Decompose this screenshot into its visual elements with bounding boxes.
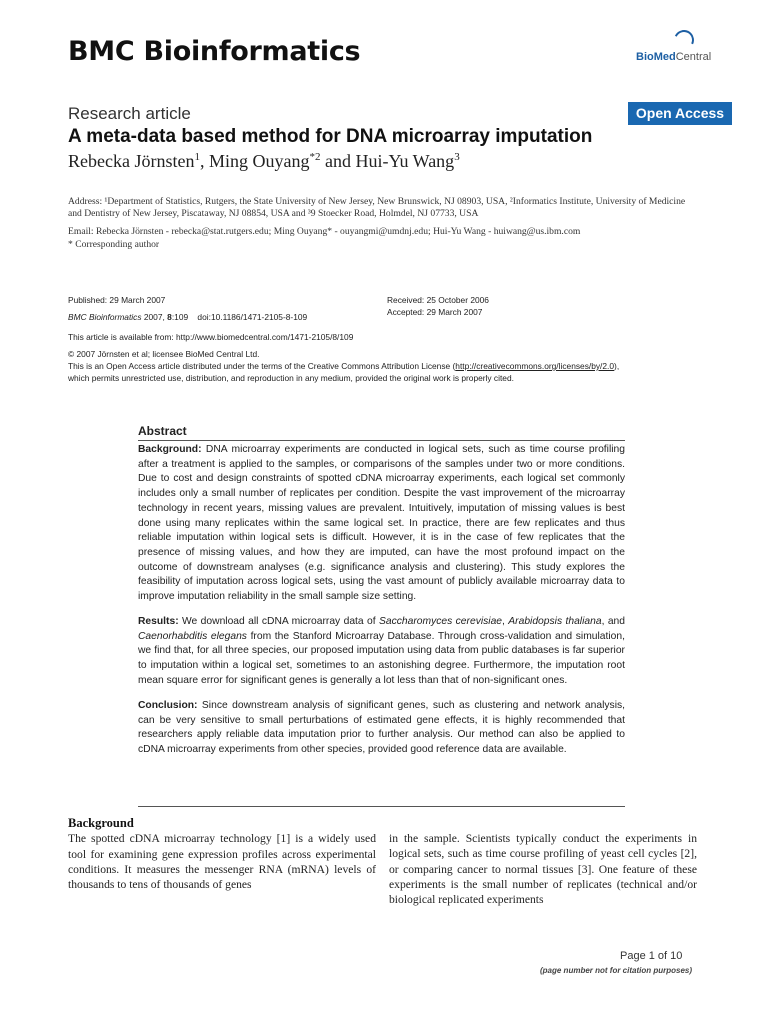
published-date: Published: 29 March 2007 <box>68 295 166 305</box>
license-text-end: ), <box>614 361 620 371</box>
author-name: Hui-Yu Wang <box>355 151 455 171</box>
logo-central: Central <box>675 51 712 63</box>
received-date: Received: 25 October 2006 <box>387 295 489 305</box>
license-line-2: which permits unrestricted use, distribution, and reproduction in any medium, provided the original work is properly cited. <box>68 373 514 383</box>
abstract-heading: Abstract <box>138 424 187 438</box>
abstract-conclusion-label: Conclusion: <box>138 699 198 711</box>
species-name: Saccharomyces cerevisiae <box>379 616 503 628</box>
author-affiliation: *2 <box>309 151 321 163</box>
author-separator: , <box>199 151 209 171</box>
body-column-left <box>68 816 376 892</box>
abstract-results-text: from the Stanford Microarray Database. Through cross-validation and simulation, we find that, for all three species, our proposed imputation using data from public databases is far superior to imputation within a logical set, sometimes to an astonishing degree. Furthermore, the imputation root mean square error for significant genes is generally a lot less than that of non-significant ones. <box>138 630 625 686</box>
citation-doi: :109 doi:10.1186/1471-2105-8-109 <box>171 312 308 322</box>
license-text: This is an Open Access article distributed under the terms of the Creative Commons Attribution License ( <box>68 361 456 371</box>
address-block: Address: ¹Department of Statistics, Rutgers, the State University of New Jersey, New Brunswick, NJ 08903, USA, ²Informatics Institute, University of Medicine and Dentistry of New Jersey, Piscataway, NJ 08854, USA and ³9 Stoecker Road, Holmdel, NJ 07733, USA <box>68 196 686 219</box>
article-type: Research article <box>68 104 191 123</box>
citation-line <box>68 311 307 323</box>
page-note: (page number not for citation purposes) <box>540 966 693 975</box>
copyright: © 2007 Jörnsten et al; licensee BioMed Central Ltd. <box>68 349 260 359</box>
open-access-badge[interactable]: Open Access <box>628 102 732 125</box>
species-name: Arabidopsis thaliana <box>508 616 602 628</box>
author-name: Ming Ouyang <box>208 151 310 171</box>
abstract-background-label: Background: <box>138 444 202 455</box>
abstract-top-rule <box>138 440 625 441</box>
abstract-results <box>138 615 625 689</box>
author-affiliation: 3 <box>454 151 460 163</box>
citation-journal: BMC Bioinformatics <box>68 312 142 322</box>
abstract-results-text: We download all cDNA microarray data of <box>178 616 380 628</box>
article-title: A meta-data based method for DNA microarray imputation <box>68 126 593 147</box>
body-column-right <box>389 831 697 907</box>
abstract-background-text: DNA microarray experiments are conducted in logical sets, such as time course profiling after a treatment is applied to the samples, or comparisons of the samples under two or more conditions. Due to cost and design constraints of spotted cDNA microarray experiments, each logical set commonly includes only a small number of replicates per condition. Despite the vast improvement of the microarray technology in recent years, missing values are prevalent. Intuitively, imputation of missing values is best done using many replicates within the same logical set. In practice, there are few replicates and thus reliable imputation within logical sets is difficult. However, it is in the case of few replicates that the presence of missing values, and how they are imputed, can have the most profound impact on the outcome of downstream analyses (e.g. significance analysis and clustering). This study explores the feasibility of imputation across logical sets, using the vast amount of publicly available microarray data to improve imputation reliability in the small sample size setting. <box>138 444 625 603</box>
author-name: Rebecka Jörnsten <box>68 151 195 171</box>
section-heading: Background <box>68 816 134 830</box>
corresponding-author: * Corresponding author <box>68 239 160 250</box>
abstract-results-text: , <box>502 616 509 628</box>
article-url[interactable]: This article is available from: http://www.biomedcentral.com/1471-2105/8/109 <box>68 332 354 342</box>
body-paragraph: The spotted cDNA microarray technology [1] is a widely used tool for examining gene expression profiles across experimental conditions. It measures the messenger RNA (mRNA) levels of thousands to tens of thousands of genes <box>68 832 376 892</box>
body-paragraph: in the sample. Scientists typically conduct the experiments in logical sets, such as time course profiling of yeast cell cycles [2], or comparing cancer to normal tissues [3]. One feature of these experiments is the small number of replicates (technical and/or biological replicated experiments <box>389 832 697 907</box>
abstract-box <box>138 424 625 768</box>
biomed-swirl-icon <box>671 27 697 53</box>
author-separator: and <box>320 151 356 171</box>
logo-biomed: BioMed <box>636 51 676 63</box>
abstract-bottom-rule <box>138 806 625 807</box>
abstract-results-text: , and <box>601 616 626 628</box>
abstract-conclusion <box>138 699 625 758</box>
author-affiliation: 1 <box>194 151 200 163</box>
page-number: Page 1 of 10 <box>620 950 683 962</box>
publisher-logo-text <box>636 51 711 63</box>
license-link[interactable]: http://creativecommons.org/licenses/by/2.0 <box>455 361 615 371</box>
abstract-conclusion-text: Since downstream analysis of significant genes, such as clustering and network analysis, can be very sensitive to small perturbations of estimated gene effects, it is highly recommended that researchers apply reliable data imputation prior to further analysis. Our method can also be applied to cDNA microarray experiments from other species, provided good reference data are available. <box>138 699 625 755</box>
license-line <box>68 360 718 372</box>
species-name: Caenorhabditis elegans <box>138 630 247 642</box>
citation-volume: 8 <box>167 312 172 322</box>
abstract-background <box>138 443 625 605</box>
author-list <box>68 151 460 172</box>
email-block: Email: Rebecka Jörnsten - rebecka@stat.rutgers.edu; Ming Ouyang* - ouyangmi@umdnj.edu; Hui-Yu Wang - huiwang@us.ibm.com <box>68 226 581 237</box>
publisher-logo[interactable] <box>636 30 736 70</box>
citation-year: 2007, <box>141 312 168 322</box>
accepted-date: Accepted: 29 March 2007 <box>387 307 483 317</box>
journal-title: BMC Bioinformatics <box>68 36 361 67</box>
abstract-results-label: Results: <box>138 616 179 628</box>
